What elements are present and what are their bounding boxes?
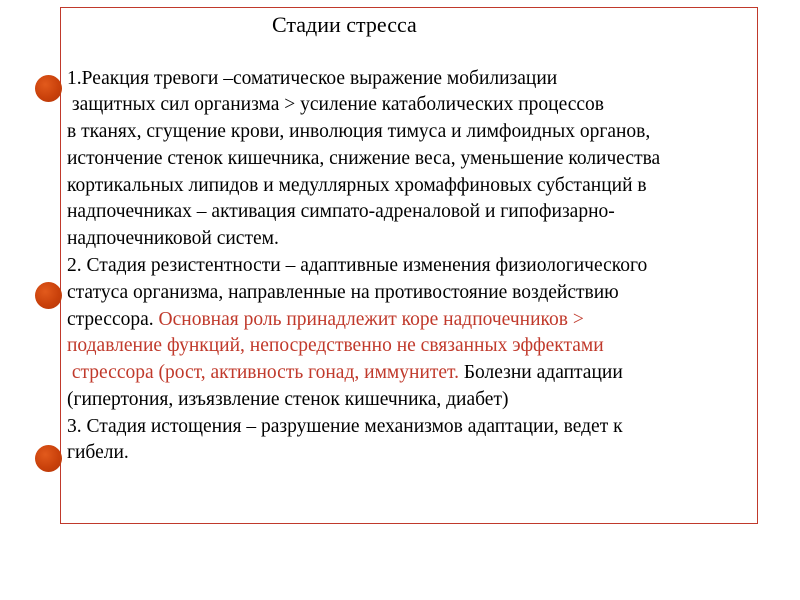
text-line <box>67 253 647 279</box>
body-text: (гипертония, изъязвление стенок кишечника, диабет) <box>67 389 509 410</box>
body-text: гибели. <box>67 442 129 463</box>
text-line <box>67 387 508 413</box>
text-line <box>67 199 615 225</box>
highlighted-text: подавление функций, непосредственно не связанных эффектами <box>67 335 604 356</box>
text-line <box>67 146 660 172</box>
body-text: защитных сил организма > усиление катаболических процессов <box>67 94 604 115</box>
text-line <box>67 333 604 359</box>
text-line <box>67 307 584 333</box>
body-text: Болезни адаптации <box>458 362 623 383</box>
text-line <box>67 92 604 118</box>
slide-title: Стадии стресса <box>272 12 417 37</box>
text-line <box>67 414 623 440</box>
body-text: в тканях, сгущение крови, инволюция тимуса и лимфоидных органов, <box>67 121 651 142</box>
body-text: надпочечниковой систем. <box>67 228 279 249</box>
body-text: 1.Реакция тревоги –соматическое выражение мобилизации <box>67 68 558 89</box>
body-text: истончение стенок кишечника, снижение веса, уменьшение количества <box>67 148 661 169</box>
body-text: статуса организма, направленные на противостояние воздействию <box>67 282 619 303</box>
stage-1-bullet-icon <box>35 75 62 102</box>
stage-2-bullet-icon <box>35 282 62 309</box>
text-line <box>67 280 619 306</box>
body-text: стрессора. <box>67 309 159 330</box>
text-line <box>67 66 557 92</box>
text-line <box>67 173 647 199</box>
text-line <box>67 360 623 386</box>
highlighted-text: стрессора (рост, активность гонад, иммунитет. <box>67 362 459 383</box>
body-text: 3. Стадия истощения – разрушение механизмов адаптации, ведет к <box>67 416 623 437</box>
text-line <box>67 226 279 252</box>
stage-3-bullet-icon <box>35 445 62 472</box>
text-line <box>67 119 650 145</box>
body-text: кортикальных липидов и медуллярных хромаффиновых субстанций в <box>67 175 647 196</box>
body-text: надпочечниках – активация симпато-адреналовой и гипофизарно- <box>67 201 615 222</box>
body-text: 2. Стадия резистентности – адаптивные изменения физиологического <box>67 255 648 276</box>
text-line <box>67 440 129 466</box>
highlighted-text: Основная роль принадлежит коре надпочечников > <box>158 309 584 330</box>
